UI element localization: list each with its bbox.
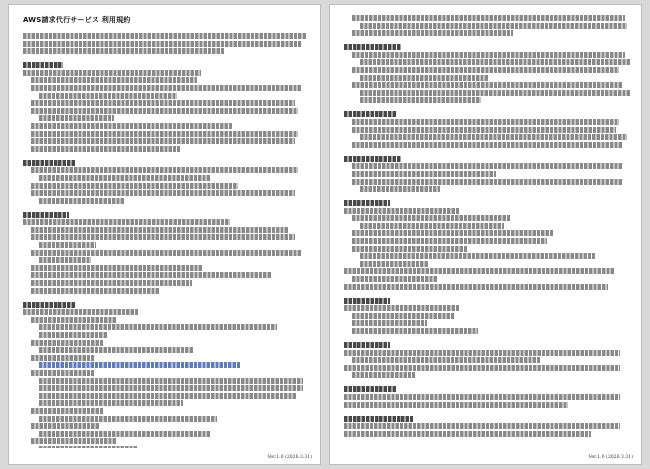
article-1-definitions <box>23 62 310 152</box>
article-11-payment <box>344 342 631 378</box>
article-10-invoice <box>344 298 631 334</box>
document-page-left <box>8 4 321 465</box>
page-left-body <box>23 15 310 448</box>
document-page-right <box>329 4 642 465</box>
page-footer-right: Ver.1.0 (2026.3.31) <box>588 455 633 460</box>
article-9-fees <box>344 200 631 290</box>
document-title: AWS請求代行サービス 利用規約 <box>23 16 131 24</box>
article-4-service-content <box>23 302 310 448</box>
preamble-paragraph <box>23 33 310 54</box>
article-8-account <box>344 156 631 192</box>
article-2-contract <box>23 160 310 204</box>
article-6-data-handling <box>344 44 631 103</box>
page-right-body <box>344 15 631 448</box>
article-7-prohibited <box>344 111 631 147</box>
page-footer-left: Ver.1.0 (2026.3.31) <box>267 455 312 460</box>
article-12-late-payment <box>344 386 631 407</box>
article-5-continued <box>344 15 631 36</box>
article-13-suspension <box>344 416 631 437</box>
article-3-application <box>23 212 310 294</box>
